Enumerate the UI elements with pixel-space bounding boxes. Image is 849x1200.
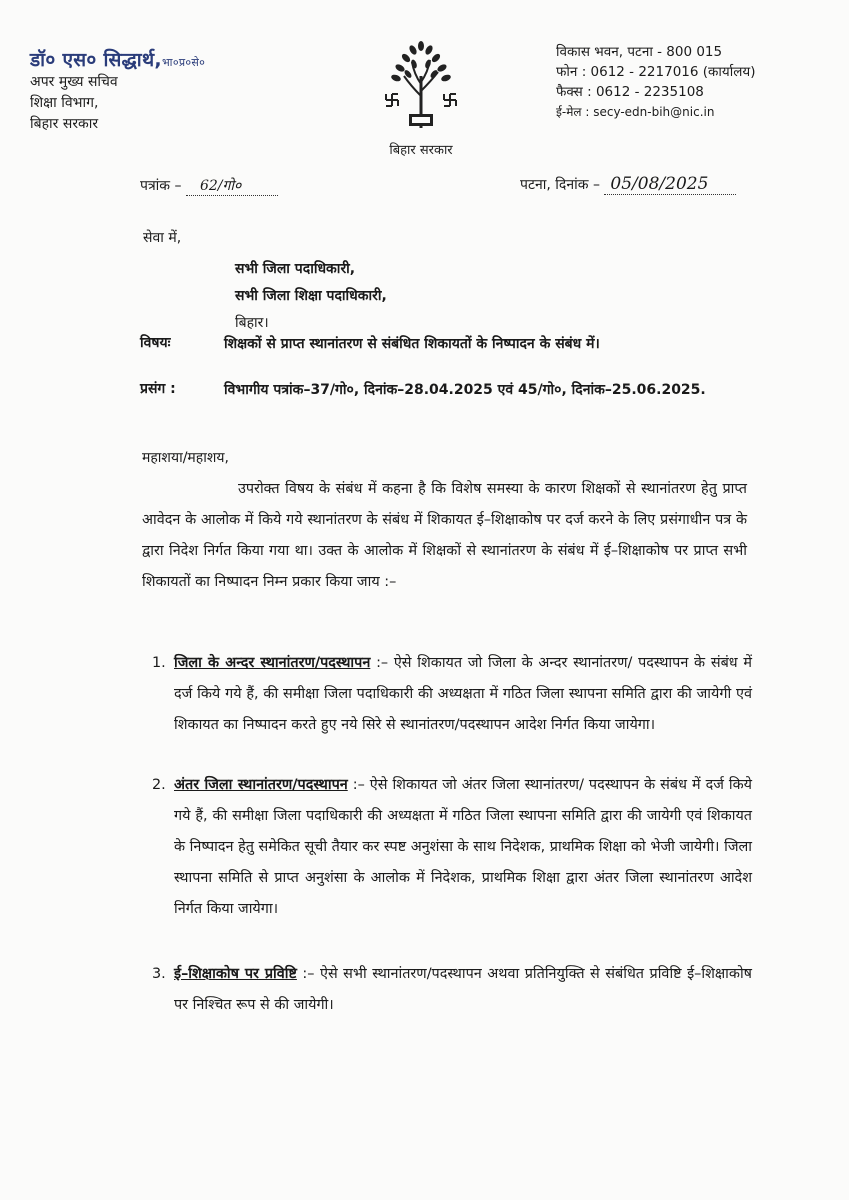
- sender-name-line: [30, 46, 205, 72]
- point-3-number: 3.: [152, 966, 166, 982]
- office-address: विकास भवन, पटना - 800 015: [556, 44, 723, 60]
- emblem-block: [366, 36, 476, 158]
- subject-label: विषयः: [140, 335, 171, 351]
- point-3-body: [174, 959, 752, 1021]
- body-paragraph: उपरोक्त विषय के संबंध में कहना है कि विशेष समस्या के कारण शिक्षकों से स्थानांतरण हेतु प्राप्त आवेदन के आलोक में किये गये स्थानांतरण के संबंध में शिकायत ई–शिक्षाकोष पर दर्ज करने के लिए प्रसंगाधीन पत्र के द्वारा निदेश निर्गत किया गया था। उक्त के आलोक में शिक्षकों से स्थानांतरण के संबंध में ई–शिक्षाकोष पर प्राप्त सभी शिकायतों का निष्पादन निम्न प्रकार किया जाय :–: [142, 481, 747, 590]
- point-3-title: ई–शिक्षाकोष पर प्रविष्टि: [174, 966, 297, 982]
- sender-department: शिक्षा विभाग,: [30, 95, 99, 111]
- point-1-body: [174, 648, 752, 741]
- point-2-title: अंतर जिला स्थानांतरण/पदस्थापन: [174, 777, 348, 793]
- bihar-government-emblem-icon: [376, 36, 466, 136]
- sender-government: बिहार सरकार: [30, 116, 99, 132]
- point-2-body: [174, 770, 752, 925]
- to-label: सेवा में,: [143, 230, 182, 246]
- sender-degree: भा०प्र०से०: [161, 56, 206, 69]
- reference-value: 62/गो०: [186, 176, 278, 196]
- point-2-number: 2.: [152, 777, 166, 793]
- sender-designation: अपर मुख्य सचिव: [30, 74, 118, 90]
- sender-block: [30, 46, 205, 135]
- recipient-line-2: सभी जिला शिक्षा पदाधिकारी,: [235, 288, 387, 304]
- emblem-caption: बिहार सरकार: [389, 143, 453, 158]
- date-label: पटना, दिनांक –: [520, 177, 600, 193]
- point-1-text: :– ऐसे शिकायत जो जिला के अन्दर स्थानांतरण/ पदस्थापन के संबंध में दर्ज किये गये हैं, की समीक्षा जिला पदाधिकारी की अध्यक्षता में गठित जिला स्थापना समिति द्वारा की जायेगी एवं शिकायत का निष्पादन करते हुए नये सिरे से स्थानांतरण/पदस्थापन आदेश निर्गत किया जायेगा।: [174, 655, 752, 733]
- point-3: [152, 959, 752, 1021]
- point-1: [152, 648, 752, 741]
- reference-label: पत्रांक –: [140, 178, 182, 194]
- recipient-block: [235, 256, 387, 337]
- contact-block: [556, 42, 755, 122]
- point-3-text: :– ऐसे सभी स्थानांतरण/पदस्थापन अथवा प्रतिनियुक्ति से संबंधित प्रविष्टि ई–शिक्षाकोष पर निश्चित रूप से की जायेगी।: [174, 966, 752, 1013]
- office-email: ई-मेल : secy-edn-bih@nic.in: [556, 105, 715, 119]
- point-2: [152, 770, 752, 925]
- office-fax: फैक्स : 0612 - 2235108: [556, 84, 704, 100]
- point-2-text: :– ऐसे शिकायत जो अंतर जिला स्थानांतरण/ पदस्थापन के संबंध में दर्ज किये गये हैं, की समीक्षा जिला पदाधिकारी की अध्यक्षता में गठित जिला स्थापना समिति द्वारा की जायेगी एवं शिकायत के निष्पादन हेतु समेकित सूची तैयार कर स्पष्ट अनुशंसा के साथ निदेशक, प्राथमिक शिक्षा को भेजी जायेगी। जिला स्थापना समिति से प्राप्त अनुशंसा के आलोक में निदेशक, प्राथमिक शिक्षा द्वारा अंतर जिला स्थानांतरण आदेश निर्गत किया जायेगा।: [174, 777, 753, 917]
- letter-date: [520, 174, 736, 195]
- context-label: प्रसंग :: [140, 381, 176, 397]
- sender-name: डॉ० एस० सिद्धार्थ,: [30, 49, 162, 71]
- subject-text: शिक्षकों से प्राप्त स्थानांतरण से संबंधित शिकायतों के निष्पादन के संबंध में।: [224, 336, 600, 352]
- context-text: विभागीय पत्रांक–37/गो०, दिनांक–28.04.2025 एवं 45/गो०, दिनांक–25.06.2025.: [224, 382, 706, 398]
- recipient-line-1: सभी जिला पदाधिकारी,: [235, 261, 356, 277]
- point-1-title: जिला के अन्दर स्थानांतरण/पदस्थापन: [174, 655, 371, 671]
- salutation: महाशया/महाशय,: [142, 450, 229, 466]
- office-phone: फोन : 0612 - 2217016 (कार्यालय): [556, 64, 756, 80]
- recipient-line-3: बिहार।: [235, 315, 269, 331]
- point-1-number: 1.: [152, 655, 166, 671]
- reference-number: [140, 176, 278, 196]
- date-value: 05/08/2025: [604, 174, 736, 195]
